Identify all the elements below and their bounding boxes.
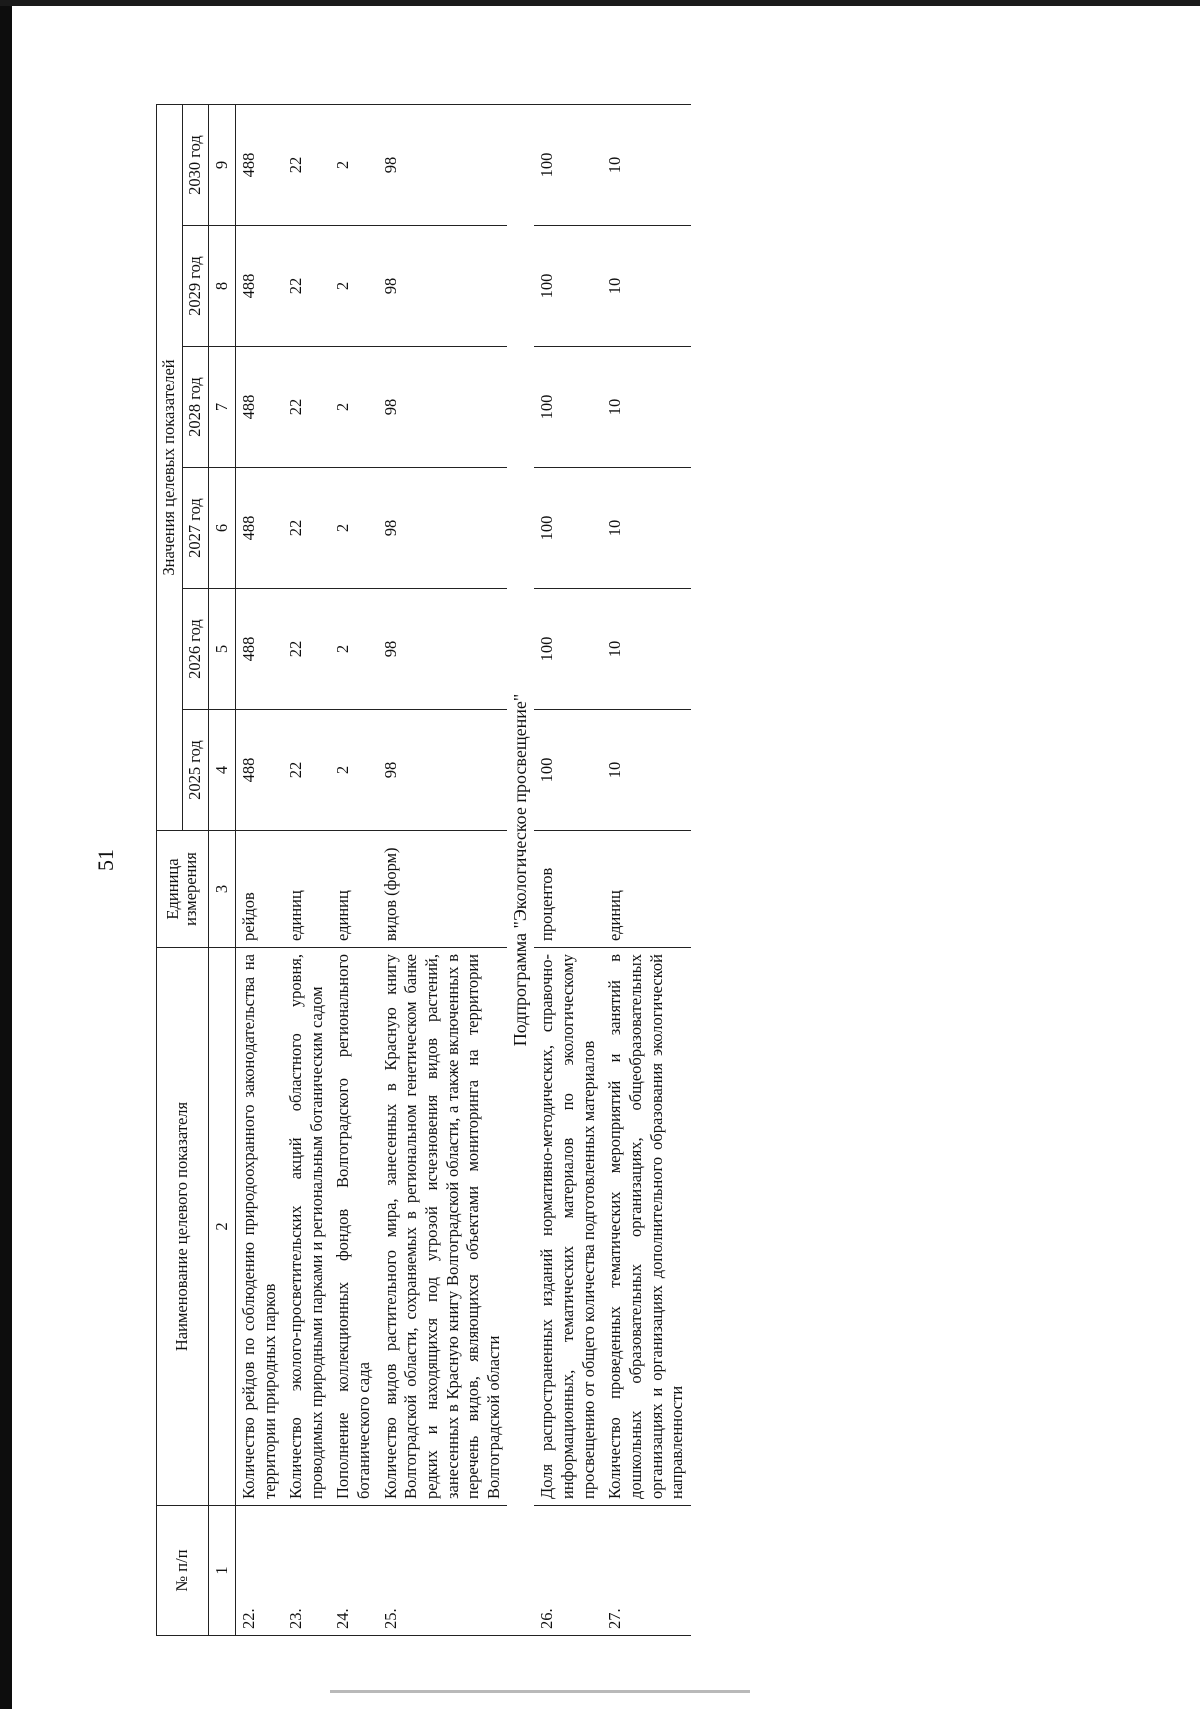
column-number: 8 — [208, 226, 235, 347]
header-year: 2027 год — [182, 468, 208, 589]
indicators-table — [156, 104, 691, 1636]
indicator-name: Количество рейдов по соблюдению природоохранного законодательства на территории природных парков — [235, 948, 283, 1506]
header-row-1 — [157, 104, 183, 1635]
subprogram-title: Подпрограмма "Экологическое просвещение" — [507, 104, 534, 1635]
header-num: № п/п — [157, 1506, 209, 1636]
value-2026: 10 — [602, 589, 691, 710]
value-2029: 488 — [235, 226, 283, 347]
value-2026: 2 — [330, 589, 377, 710]
indicator-name: Пополнение коллекционных фондов Волгоградского регионального ботанического сада — [330, 948, 377, 1506]
value-2030: 10 — [602, 104, 691, 225]
value-2029: 98 — [378, 226, 508, 347]
table-row — [602, 104, 691, 1635]
indicator-name: Количество видов растительного мира, занесенных в Красную книгу Волгоградской области, сохраняемых в региональном генетическом банке редких и находящихся под угрозой исчезновения видов растений, занесенных в Красную книгу Волгоградской области, а также включенных в перечень видов, являющихся объектами мониторинга на территории Волгоградской области — [378, 948, 508, 1506]
value-2025: 2 — [330, 710, 377, 831]
column-number: 7 — [208, 347, 235, 468]
value-2028: 22 — [283, 347, 330, 468]
indicator-name: Количество эколого-просветительских акций областного уровня, проводимых природными парками и региональным ботаническим садом — [283, 948, 330, 1506]
value-2030: 100 — [534, 104, 602, 225]
row-number: 23. — [283, 1506, 330, 1636]
page-number: 51 — [93, 849, 118, 871]
indicator-unit: единиц — [283, 831, 330, 948]
column-number: 5 — [208, 589, 235, 710]
header-year: 2025 год — [182, 710, 208, 831]
header-values-group: Значения целевых показателей — [157, 104, 183, 830]
value-2026: 22 — [283, 589, 330, 710]
value-2027: 22 — [283, 468, 330, 589]
value-2025: 10 — [602, 710, 691, 831]
indicator-unit: единиц — [602, 831, 691, 948]
header-year: 2028 год — [182, 347, 208, 468]
value-2028: 488 — [235, 347, 283, 468]
column-number: 4 — [208, 710, 235, 831]
column-number: 3 — [208, 831, 235, 948]
row-number: 27. — [602, 1506, 691, 1636]
row-number: 26. — [534, 1506, 602, 1636]
table-row — [330, 104, 377, 1635]
indicator-unit: единиц — [330, 831, 377, 948]
value-2026: 98 — [378, 589, 508, 710]
value-2027: 98 — [378, 468, 508, 589]
value-2025: 100 — [534, 710, 602, 831]
indicator-name: Доля распространенных изданий нормативно-методических, справочно-информационных, тематических материалов по экологическому просвещению от общего количества подготовленных материалов — [534, 948, 602, 1506]
value-2026: 488 — [235, 589, 283, 710]
column-number: 1 — [208, 1506, 235, 1636]
table-row — [534, 104, 602, 1635]
value-2027: 488 — [235, 468, 283, 589]
table-row — [378, 104, 508, 1635]
column-numbers-row — [208, 104, 235, 1635]
value-2029: 100 — [534, 226, 602, 347]
indicator-unit: видов (форм) — [378, 831, 508, 948]
header-year: 2030 год — [182, 104, 208, 225]
value-2029: 10 — [602, 226, 691, 347]
indicator-name: Количество проведенных тематических мероприятий и занятий в дошкольных образовательных организациях, общеобразовательных организациях и организациях дополнительного образования экологической направленности — [602, 948, 691, 1506]
row-number: 22. — [235, 1506, 283, 1636]
value-2028: 98 — [378, 347, 508, 468]
value-2027: 100 — [534, 468, 602, 589]
column-number: 6 — [208, 468, 235, 589]
indicator-unit: рейдов — [235, 831, 283, 948]
indicator-unit: процентов — [534, 831, 602, 948]
value-2026: 100 — [534, 589, 602, 710]
column-number: 9 — [208, 104, 235, 225]
value-2030: 488 — [235, 104, 283, 225]
value-2028: 2 — [330, 347, 377, 468]
value-2027: 10 — [602, 468, 691, 589]
value-2027: 2 — [330, 468, 377, 589]
value-2028: 100 — [534, 347, 602, 468]
value-2030: 98 — [378, 104, 508, 225]
value-2029: 2 — [330, 226, 377, 347]
header-year: 2026 год — [182, 589, 208, 710]
value-2025: 22 — [283, 710, 330, 831]
value-2028: 10 — [602, 347, 691, 468]
header-unit: Единица измерения — [157, 831, 209, 948]
value-2025: 98 — [378, 710, 508, 831]
value-2030: 2 — [330, 104, 377, 225]
table-row — [283, 104, 330, 1635]
row-number: 25. — [378, 1506, 508, 1636]
header-name: Наименование целевого показателя — [157, 948, 209, 1506]
header-year: 2029 год — [182, 226, 208, 347]
section-row — [507, 104, 534, 1635]
row-number: 24. — [330, 1506, 377, 1636]
column-number: 2 — [208, 948, 235, 1506]
value-2029: 22 — [283, 226, 330, 347]
table-row — [235, 104, 283, 1635]
value-2025: 488 — [235, 710, 283, 831]
value-2030: 22 — [283, 104, 330, 225]
